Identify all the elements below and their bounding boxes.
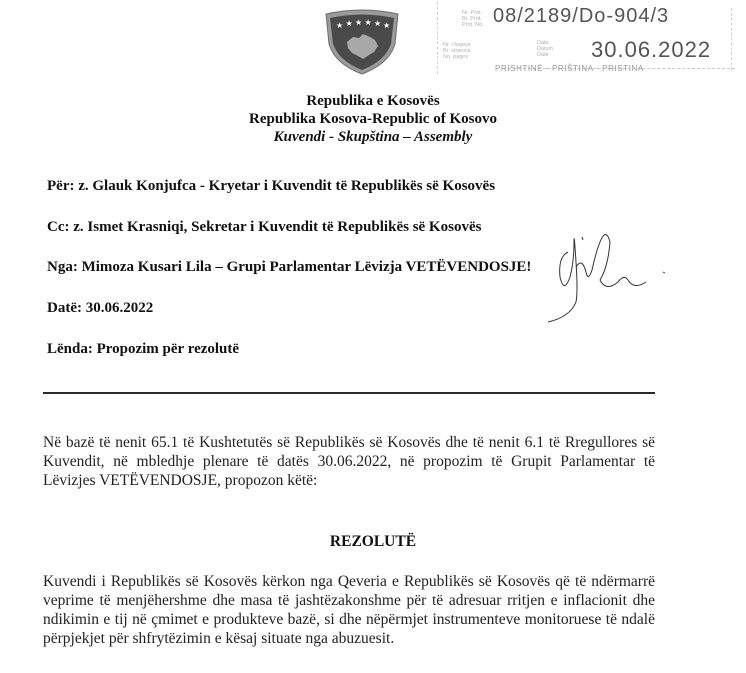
resolution-title: REZOLUTË	[329, 533, 417, 550]
svg-text:★: ★	[345, 19, 353, 28]
stamp-city: PRISHTINË - PRIŠTINA - PRISTINA	[495, 64, 644, 73]
meta-to: Për: z. Glauk Konjufca - Kryetar i Kuvendit të Republikës së Kosovës	[47, 178, 496, 194]
header-republic-serbian-english: Republika Kosova-Republic of Kosovo	[249, 111, 497, 127]
meta-date: Datë: 30.06.2022	[47, 300, 154, 316]
intro-paragraph: Në bazë të nenit 65.1 të Kushtetutës së Republikës së Kosovës dhe të nenit 6.1 të Rregullores së Kuvendit, në mbledhje plenare të datës 30.06.2022, në propozim të Grupit Parlamentar të Lëvizjes VETËVENDOSJE, propozon këtë:	[43, 434, 655, 489]
stamp-label-date: Data Datum Date	[537, 40, 554, 58]
protocol-number: 08/2189/Do-904/3	[493, 5, 670, 27]
kosovo-coat-of-arms-icon	[323, 8, 401, 76]
meta-subject: Lënda: Propozim për rezolutë	[47, 341, 240, 357]
svg-text:★: ★	[336, 21, 344, 30]
meta-from: Nga: Mimoza Kusari Lila – Grupi Parlamentar Lëvizja VETËVENDOSJE!	[47, 259, 532, 275]
stamp-date: 30.06.2022	[591, 37, 712, 62]
header-assembly: Kuvendi - Skupština – Assembly	[273, 129, 473, 145]
header-republic-albanian: Republika e Kosovës	[306, 93, 440, 109]
svg-text:★: ★	[364, 18, 372, 27]
svg-text:★: ★	[355, 18, 363, 27]
stamp-label-pages: Nr. i faqeve Br. stranica No. pages	[443, 42, 471, 60]
stamp-label-number: Nr. Prot. Br. Prot. Prot. No.	[462, 10, 484, 28]
resolution-paragraph: Kuvendi i Republikës së Kosovës kërkon nga Qeveria e Republikës së Kosovës që të ndërmarrë veprime të menjëhershme dhe masa të jashtëzakonshme për të adresuar rritjen e inflacionit dhe ndikimin e tij në çmimet e produkteve bazë, si dhe nëpërmjet instrumenteve monitoruese të ndalë përpjekjet për shfrytëzimin e kësaj situate nga abuzuesit.	[43, 573, 655, 647]
svg-text:★: ★	[374, 19, 382, 28]
handwritten-signature-icon	[548, 222, 718, 332]
divider	[43, 392, 655, 394]
svg-text:★: ★	[383, 21, 391, 30]
meta-cc: Cc: z. Ismet Krasniqi, Sekretar i Kuvendit të Republikës së Kosovës	[47, 219, 482, 235]
registry-stamp	[437, 2, 737, 80]
